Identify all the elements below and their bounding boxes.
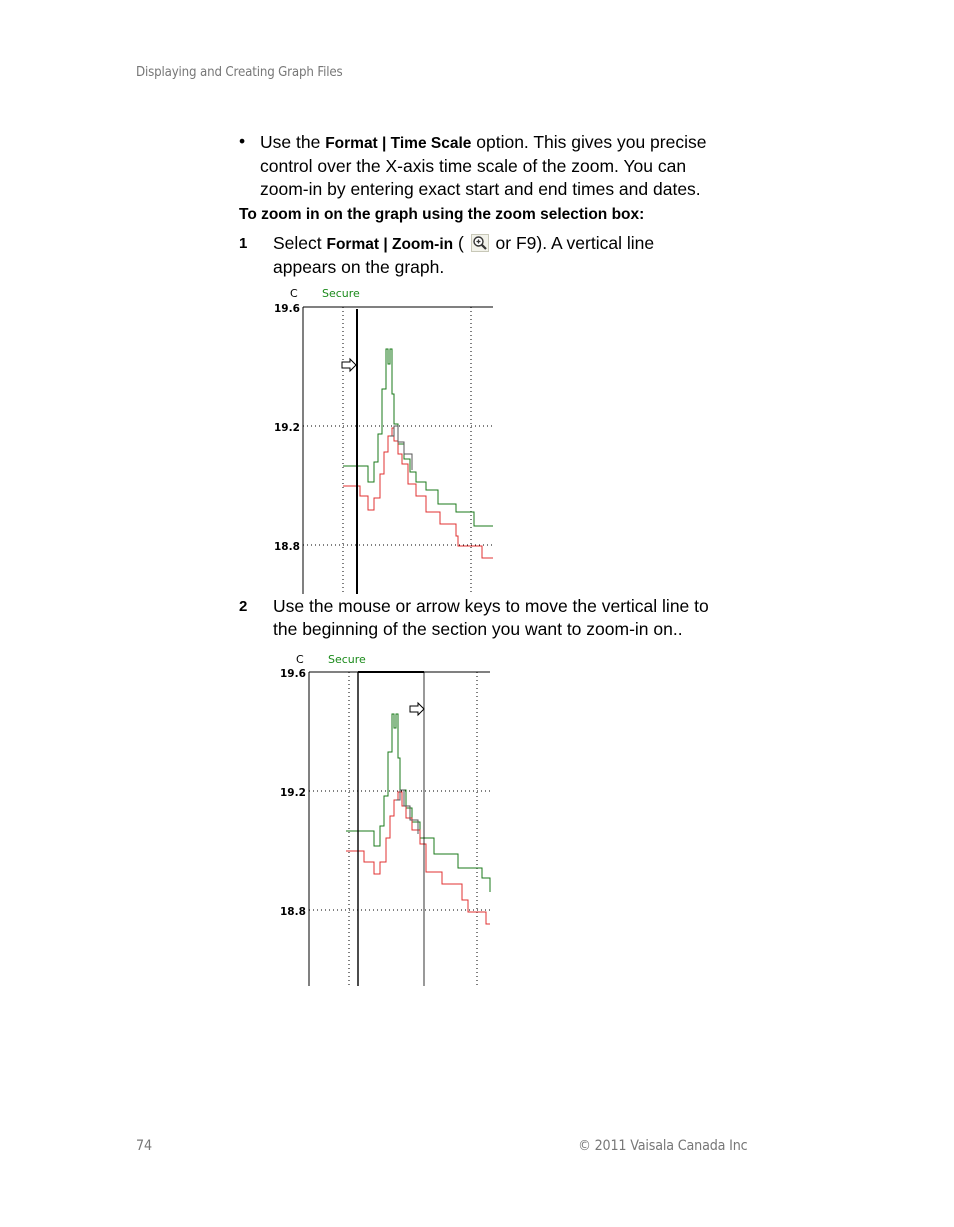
y-tick-label: 19.6 (280, 668, 306, 680)
y-axis-unit-label: C (290, 287, 298, 300)
graph-figure-2 (276, 650, 506, 990)
y-tick-label: 19.2 (280, 787, 306, 799)
step-2-text: Use the mouse or arrow keys to move the vertical line to the beginning of the section you want to zoom-in on.. (273, 596, 709, 639)
zoom-in-magnifier-icon (471, 234, 489, 252)
step-1-number: 1 (239, 235, 248, 252)
procedure-heading: To zoom in on the graph using the zoom selection box: (239, 206, 645, 223)
copyright-notice: © 2011 Vaisala Canada Inc (578, 1138, 748, 1154)
bullet-symbol: • (239, 131, 246, 151)
series-line-green (346, 714, 490, 892)
running-header: Displaying and Creating Graph Files (136, 64, 343, 80)
step-1-text: Select Format | Zoom-in ( or F9). A vertical line appears on the graph. (273, 233, 655, 277)
legend-secure: Secure (328, 653, 366, 666)
menu-format-time-scale: Format | Time Scale (325, 135, 472, 152)
y-tick-label: 18.8 (280, 906, 306, 918)
y-tick-label: 19.2 (274, 422, 300, 434)
bullet-paragraph: Use the Format | Time Scale option. This gives you precise control over the X-axis time scale of the zoom. You can zoom-in by entering exact start and end times and dates. (260, 132, 707, 199)
page-number: 74 (136, 1138, 152, 1154)
series-line-gray (396, 790, 418, 834)
menu-format-zoom-in: Format | Zoom-in (326, 236, 454, 253)
pointer-arrow-icon (410, 703, 424, 715)
series-line-gray (390, 426, 412, 470)
pointer-arrow-icon (342, 359, 356, 371)
series-line-red (346, 792, 490, 924)
graph-figure-1 (270, 284, 500, 599)
step-2-number: 2 (239, 598, 248, 615)
y-axis-unit-label: C (296, 653, 304, 666)
y-tick-label: 19.6 (274, 303, 300, 315)
legend-secure: Secure (322, 287, 360, 300)
y-tick-label: 18.8 (274, 541, 300, 553)
